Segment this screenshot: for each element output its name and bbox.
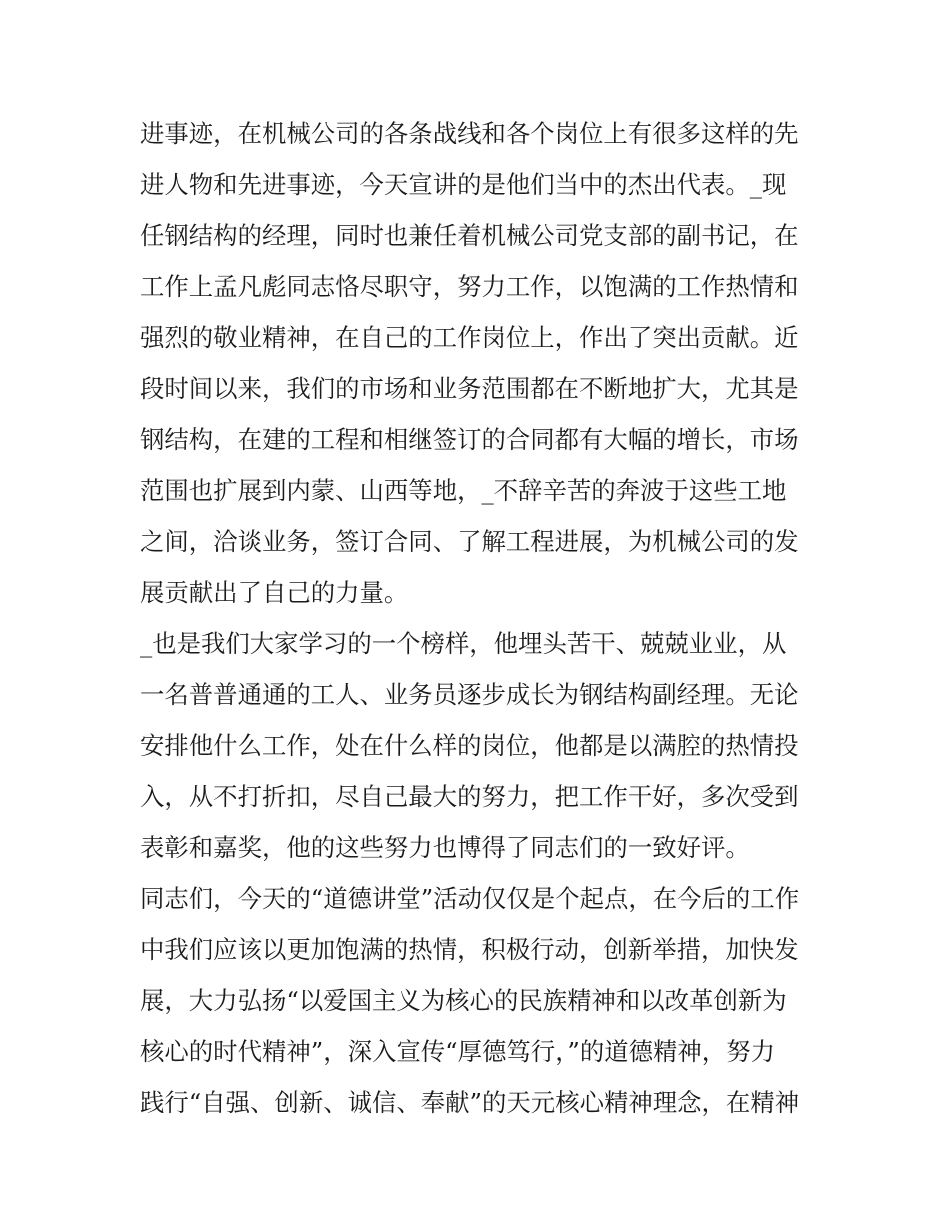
body-text [140, 108, 820, 1128]
text-line: _也是我们大家学习的一个榜样，他埋头苦干、兢兢业业，从 [140, 629, 787, 658]
text-line: 表彰和嘉奖，他的这些努力也博得了同志们的一致好评。 [140, 833, 750, 862]
text-line: 核心的时代精神”，深入宣传“厚德笃行，”的道德精神，努力 [140, 1037, 775, 1066]
text-line: 一名普普通通的工人、业务员逐步成长为钢结构副经理。无论 [140, 680, 799, 709]
text-line: 工作上孟凡彪同志恪尽职守，努力工作，以饱满的工作热情和 [140, 272, 799, 301]
text-line: 入，从不打折扣，尽自己最大的努力，把工作干好，多次受到 [140, 782, 799, 811]
text-line: 之间，洽谈业务，签订合同、了解工程进展，为机械公司的发 [140, 527, 799, 556]
text-line: 任钢结构的经理，同时也兼任着机械公司党支部的副书记，在 [140, 221, 799, 250]
text-line: 进人物和先进事迹，今天宣讲的是他们当中的杰出代表。_现 [140, 170, 787, 199]
text-line: 范围也扩展到内蒙、山西等地，_不辞辛苦的奔波于这些工地 [140, 476, 787, 505]
text-line: 进事迹，在机械公司的各条战线和各个岗位上有很多这样的先 [140, 119, 799, 148]
text-line: 钢结构，在建的工程和相继签订的合同都有大幅的增长，市场 [140, 425, 799, 454]
text-line: 展贡献出了自己的力量。 [140, 578, 409, 607]
text-line: 安排他什么工作，处在什么样的岗位，他都是以满腔的热情投 [140, 731, 799, 760]
text-line: 展，大力弘扬“以爱国主义为核心的民族精神和以改革创新为 [140, 986, 787, 1015]
text-line: 践行“自强、创新、诚信、奉献”的天元核心精神理念，在精神 [140, 1088, 800, 1117]
text-line: 强烈的敬业精神，在自己的工作岗位上，作出了突出贡献。近 [140, 323, 799, 352]
text-line: 段时间以来，我们的市场和业务范围都在不断地扩大，尤其是 [140, 374, 799, 403]
text-line: 中我们应该以更加饱满的热情，积极行动，创新举措，加快发 [140, 935, 799, 964]
text-line: 同志们，今天的“道德讲堂”活动仅仅是个起点，在今后的工作 [140, 884, 800, 913]
